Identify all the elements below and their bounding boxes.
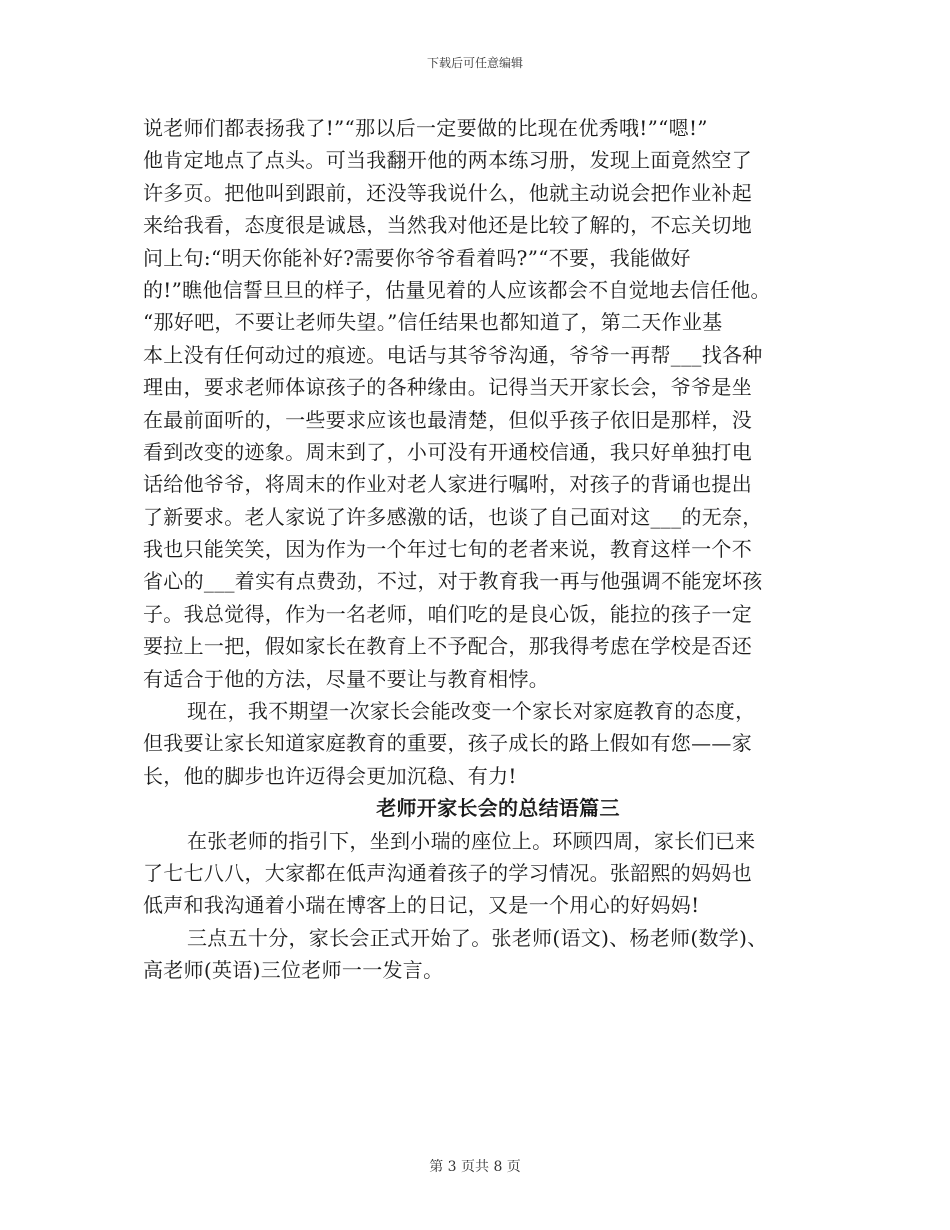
text-line: 理由，要求老师体谅孩子的各种缘由。记得当天开家长会，爷爷是坐 xyxy=(143,375,752,400)
paragraph-start-line: 在张老师的指引下，坐到小瑞的座位上。环顾四周，家长们已来 xyxy=(187,828,756,853)
text-line: 说老师们都表扬我了!”“那以后一定要做的比现在优秀哦!”“嗯!” xyxy=(143,116,708,140)
text-line: 了新要求。老人家说了许多感激的话，也谈了自己面对这___的无奈， xyxy=(143,504,763,529)
text-line: 但我要让家长知道家庭教育的重要，孩子成长的路上假如有您——家 xyxy=(143,731,752,756)
text-line: 子。我总觉得，作为一名老师，咱们吃的是良心饭，能拉的孩子一定 xyxy=(143,601,752,626)
text-line: 了七七八八，大家都在低声沟通着孩子的学习情况。张韶熙的妈妈也 xyxy=(143,860,752,885)
document-body xyxy=(143,112,833,987)
text-line: 来给我看，态度很是诚恳，当然我对他还是比较了解的，不忘关切地 xyxy=(143,213,752,238)
page-header: 下载后可任意编辑 xyxy=(426,56,523,70)
text-line: 看到改变的迹象。周末到了，小可没有开通校信通，我只好单独打电 xyxy=(143,439,752,464)
text-line: 要拉上一把，假如家长在教育上不予配合，那我得考虑在学校是否还 xyxy=(143,634,752,659)
text-line: 的!”瞧他信誓旦旦的样子，估量见着的人应该都会不自觉地去信任他。 xyxy=(143,277,771,302)
section-heading: 老师开家长会的总结语篇三 xyxy=(376,796,620,821)
text-line: 问上句:“明天你能补好?需要你爷爷看着吗?”“不要，我能做好 xyxy=(143,245,691,270)
text-line: 他肯定地点了点头。可当我翻开他的两本练习册，发现上面竟然空了 xyxy=(143,148,752,173)
text-line: 长，他的脚步也许迈得会更加沉稳、有力! xyxy=(143,763,517,788)
paragraph-start-line: 三点五十分，家长会正式开始了。张老师(语文)、杨老师(数学)、 xyxy=(187,925,768,950)
text-line: 话给他爷爷，将周末的作业对老人家进行嘱咐，对孩子的背诵也提出 xyxy=(143,472,752,497)
text-line: 有适合于他的方法，尽量不要让与教育相悖。 xyxy=(143,666,549,691)
page-footer: 第 3 页共 8 页 xyxy=(429,1159,521,1175)
text-line: 高老师(英语)三位老师一一发言。 xyxy=(143,958,444,983)
text-line: 许多页。把他叫到跟前，还没等我说什么，他就主动说会把作业补起 xyxy=(143,180,752,205)
paragraph-start-line: 现在，我不期望一次家长会能改变一个家长对家庭教育的态度， xyxy=(187,699,756,724)
text-line: 在最前面听的，一些要求应该也最清楚，但似乎孩子依旧是那样，没 xyxy=(143,407,752,432)
text-line: 我也只能笑笑，因为作为一个年过七旬的老者来说，教育这样一个不 xyxy=(143,537,752,562)
text-line: “那好吧，不要让老师失望。”信任结果也都知道了，第二天作业基 xyxy=(143,310,723,335)
text-line: 低声和我沟通着小瑞在博客上的日记，又是一个用心的好妈妈! xyxy=(143,893,700,918)
text-line: 本上没有任何动过的痕迹。电话与其爷爷沟通，爷爷一再帮___找各种 xyxy=(143,342,763,367)
text-line: 省心的___着实有点费劲，不过，对于教育我一再与他强调不能宠坏孩 xyxy=(143,569,763,594)
